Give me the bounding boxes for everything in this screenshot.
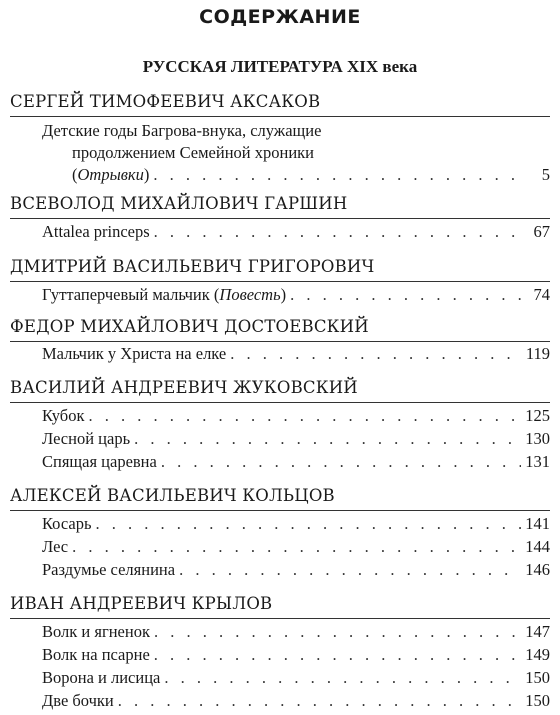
- divider: [10, 281, 550, 282]
- toc-entry[interactable]: [42, 451, 550, 473]
- page-number: 147: [525, 622, 550, 641]
- leader-dots: [161, 451, 521, 473]
- leader-dots: [153, 164, 524, 186]
- entry-title: Волк и ягненок: [42, 622, 150, 641]
- page-number: 119: [525, 344, 550, 363]
- entry-title-line: (Отрывки): [72, 165, 150, 184]
- entry-title: Раздумье селянина: [42, 560, 176, 579]
- toc-entry[interactable]: [42, 513, 550, 535]
- toc-entry[interactable]: [42, 405, 550, 427]
- entry-title: Косарь: [42, 514, 92, 533]
- toc-entry[interactable]: [42, 284, 550, 306]
- page-number: 67: [533, 222, 550, 241]
- toc-entry[interactable]: [42, 690, 550, 712]
- leader-dots: [179, 559, 521, 581]
- toc-entry[interactable]: [42, 221, 550, 243]
- toc-entry[interactable]: [42, 644, 550, 666]
- leader-dots: [154, 221, 524, 243]
- entry-title: Лес: [42, 537, 69, 556]
- leader-dots: [72, 536, 521, 558]
- page-number: 144: [525, 537, 550, 556]
- divider: [10, 402, 550, 403]
- author-heading-dostoevsky: ФЕДОР МИХАЙЛОВИЧ ДОСТОЕВСКИЙ: [10, 317, 369, 336]
- author-heading-zhukovsky: ВАСИЛИЙ АНДРЕЕВИЧ ЖУКОВСКИЙ: [10, 378, 358, 397]
- divider: [10, 510, 550, 511]
- entry-title: Волк на псарне: [42, 645, 150, 664]
- entry-title: Attalea princeps: [42, 222, 150, 241]
- page-number: 74: [533, 285, 550, 304]
- leader-dots: [95, 513, 521, 535]
- toc-entry[interactable]: [42, 120, 550, 186]
- toc-entry[interactable]: [42, 343, 550, 365]
- page-number: 150: [525, 691, 550, 710]
- page-number: 146: [525, 560, 550, 579]
- entry-title: Две бочки: [42, 691, 114, 710]
- author-heading-grigorovich: ДМИТРИЙ ВАСИЛЬЕВИЧ ГРИГОРОВИЧ: [10, 257, 375, 276]
- author-heading-koltsov: АЛЕКСЕЙ ВАСИЛЬЕВИЧ КОЛЬЦОВ: [10, 486, 335, 505]
- toc-entry[interactable]: [42, 428, 550, 450]
- page-number: 5: [541, 165, 550, 184]
- page-number: 141: [525, 514, 550, 533]
- leader-dots: [118, 690, 521, 712]
- author-heading-aksakov: СЕРГЕЙ ТИМОФЕЕВИЧ АКСАКОВ: [10, 92, 321, 111]
- divider: [10, 341, 550, 342]
- author-heading-krylov: ИВАН АНДРЕЕВИЧ КРЫЛОВ: [10, 594, 273, 613]
- section-title: РУССКАЯ ЛИТЕРАТУРА XIX века: [142, 57, 418, 76]
- leader-dots: [230, 343, 522, 365]
- divider: [10, 218, 550, 219]
- page-number: 149: [525, 645, 550, 664]
- entry-title: Кубок: [42, 406, 85, 425]
- entry-title: Гуттаперчевый мальчик (Повесть): [42, 285, 287, 304]
- toc-entry[interactable]: [42, 667, 550, 689]
- toc-entry[interactable]: [42, 621, 550, 643]
- page-title: СОДЕРЖАНИЕ: [199, 6, 361, 28]
- page-number: 130: [525, 429, 550, 448]
- entry-title: Лесной царь: [42, 429, 131, 448]
- divider: [10, 116, 550, 117]
- toc-entry[interactable]: [42, 559, 550, 581]
- entry-title-line: Детские годы Багрова-внука, служащие: [42, 121, 322, 140]
- divider: [10, 618, 550, 619]
- entry-title: Мальчик у Христа на елке: [42, 344, 227, 363]
- entry-title-line: продолжением Семейной хроники: [72, 143, 314, 162]
- page-number: 150: [525, 668, 550, 687]
- page-number: 131: [525, 452, 550, 471]
- leader-dots: [154, 644, 521, 666]
- toc-entry[interactable]: [42, 536, 550, 558]
- entry-title: Ворона и лисица: [42, 668, 161, 687]
- leader-dots: [290, 284, 524, 306]
- leader-dots: [154, 621, 521, 643]
- leader-dots: [134, 428, 521, 450]
- page-number: 125: [525, 406, 550, 425]
- entry-title: Спящая царевна: [42, 452, 157, 471]
- author-heading-garshin: ВСЕВОЛОД МИХАЙЛОВИЧ ГАРШИН: [10, 194, 348, 213]
- leader-dots: [88, 405, 521, 427]
- leader-dots: [164, 667, 521, 689]
